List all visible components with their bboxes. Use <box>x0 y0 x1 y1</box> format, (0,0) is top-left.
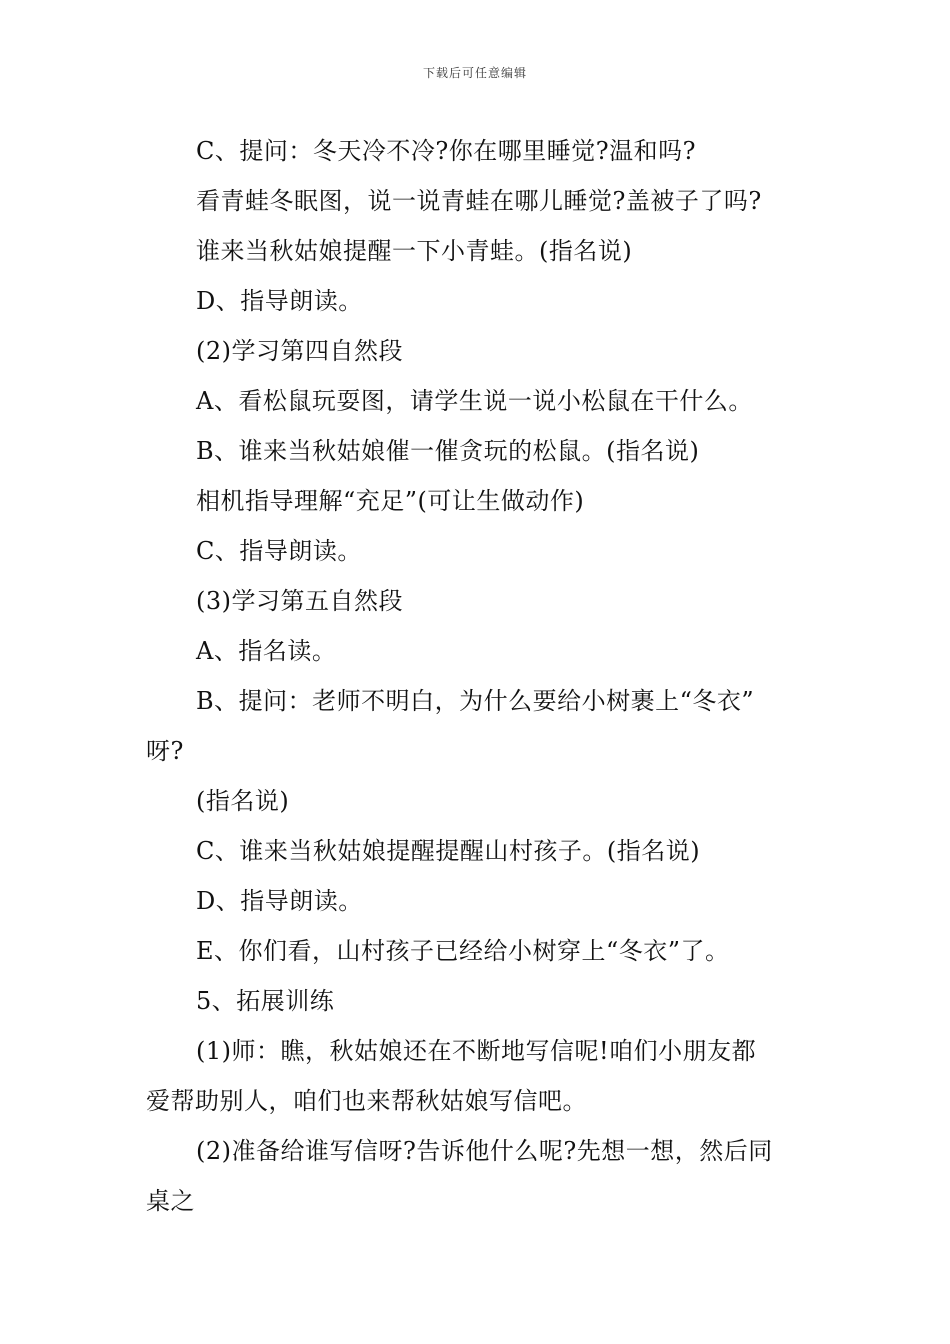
text-line: (2)准备给谁写信呀?告诉他什么呢?先想一想，然后同 <box>196 1137 773 1165</box>
text-line: D、指导朗读。 <box>196 287 363 315</box>
text-line: 5、拓展训练 <box>196 987 335 1015</box>
text-line: C、指导朗读。 <box>196 537 362 565</box>
text-line: D、指导朗读。 <box>196 887 363 915</box>
text-line: C、谁来当秋姑娘提醒提醒山村孩子。(指名说) <box>196 837 701 865</box>
text-line: 桌之 <box>146 1187 195 1215</box>
text-line: A、看松鼠玩耍图，请学生说一说小松鼠在干什么。 <box>196 387 753 415</box>
text-line: B、提问：老师不明白，为什么要给小树裹上“冬衣” <box>196 687 755 715</box>
text-line: (1)师：瞧，秋姑娘还在不断地写信呢!咱们小朋友都 <box>196 1037 757 1065</box>
text-line: 相机指导理解“充足”(可让生做动作) <box>196 487 585 515</box>
text-line: 呀? <box>146 737 184 765</box>
text-line: C、提问：冬天冷不冷?你在哪里睡觉?温和吗? <box>196 137 696 165</box>
text-line: E、你们看，山村孩子已经给小树穿上“冬衣”了。 <box>196 937 730 965</box>
text-line: 看青蛙冬眠图，说一说青蛙在哪儿睡觉?盖被子了吗? <box>196 187 762 215</box>
text-line: B、谁来当秋姑娘催一催贪玩的松鼠。(指名说) <box>196 437 700 465</box>
page-header: 下载后可任意编辑 <box>422 66 527 80</box>
text-line: 谁来当秋姑娘提醒一下小青蛙。(指名说) <box>196 237 633 265</box>
text-line: 爱帮助别人，咱们也来帮秋姑娘写信吧。 <box>146 1087 587 1115</box>
text-line: (指名说) <box>196 787 290 815</box>
document-body <box>146 126 811 1226</box>
text-line: (3)学习第五自然段 <box>196 587 403 615</box>
text-line: A、指名读。 <box>196 637 337 665</box>
text-line: (2)学习第四自然段 <box>196 337 403 365</box>
